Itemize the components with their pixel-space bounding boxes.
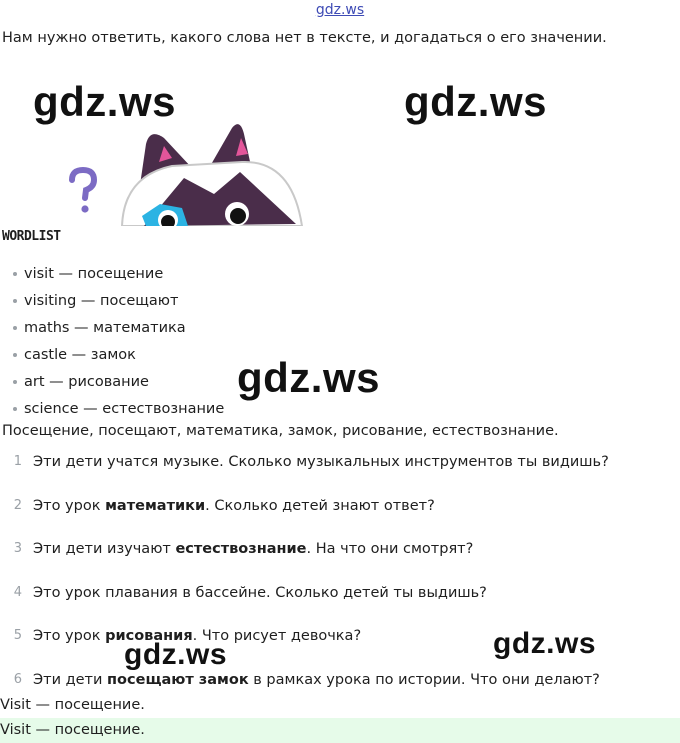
site-header-link[interactable]: gdz.ws [315, 2, 365, 18]
question-number: 5 [13, 628, 22, 643]
question-number: 1 [13, 454, 22, 469]
question-number: 6 [13, 671, 22, 687]
answer-text: Visit — посещение. [0, 697, 145, 713]
question-text: Эти дети учатся музыке. Сколько музыкальных инструментов ты видишь? [33, 454, 609, 470]
summary-text: Посещение, посещают, математика, замок, рисование, естествознание. [2, 423, 559, 439]
intro-text: Нам нужно ответить, какого слова нет в тексте, и догадаться о его значении. [2, 30, 607, 46]
wordlist-heading: WORDLIST [2, 229, 61, 244]
wordlist-item: art — рисование [12, 373, 224, 400]
watermark: gdz.ws [493, 627, 597, 660]
question-number: 2 [13, 497, 22, 513]
owl-mascot-illustration [64, 116, 309, 226]
watermark: gdz.ws [237, 354, 381, 401]
watermark: gdz.ws [33, 78, 177, 125]
watermark: gdz.ws [124, 638, 228, 671]
question-text: Эти дети изучают естествознание. На что они смотрят? [33, 541, 474, 557]
wordlist-item: maths — математика [12, 319, 224, 346]
wordlist-item: visiting — посещают [12, 292, 224, 319]
wordlist [12, 265, 224, 427]
question-number: 3 [13, 541, 22, 556]
answer-highlighted: Visit — посещение. [0, 718, 680, 743]
question-number: 4 [13, 584, 22, 600]
wordlist-item: castle — замок [12, 346, 224, 373]
wordlist-item: visit — посещение [12, 265, 224, 292]
question-text: Это урок математики. Сколько детей знают ответ? [33, 497, 435, 514]
question-text: Это урок плавания в бассейне. Сколько детей ты выдишь? [33, 584, 487, 601]
question-text: Эти дети посещают замок в рамках урока по истории. Что они делают? [33, 671, 600, 688]
question-mark-icon [72, 170, 94, 213]
wordlist-item: science — естествознание [12, 400, 224, 427]
watermark: gdz.ws [404, 78, 548, 125]
question-text: Это урок рисования. Что рисует девочка? [33, 628, 362, 644]
